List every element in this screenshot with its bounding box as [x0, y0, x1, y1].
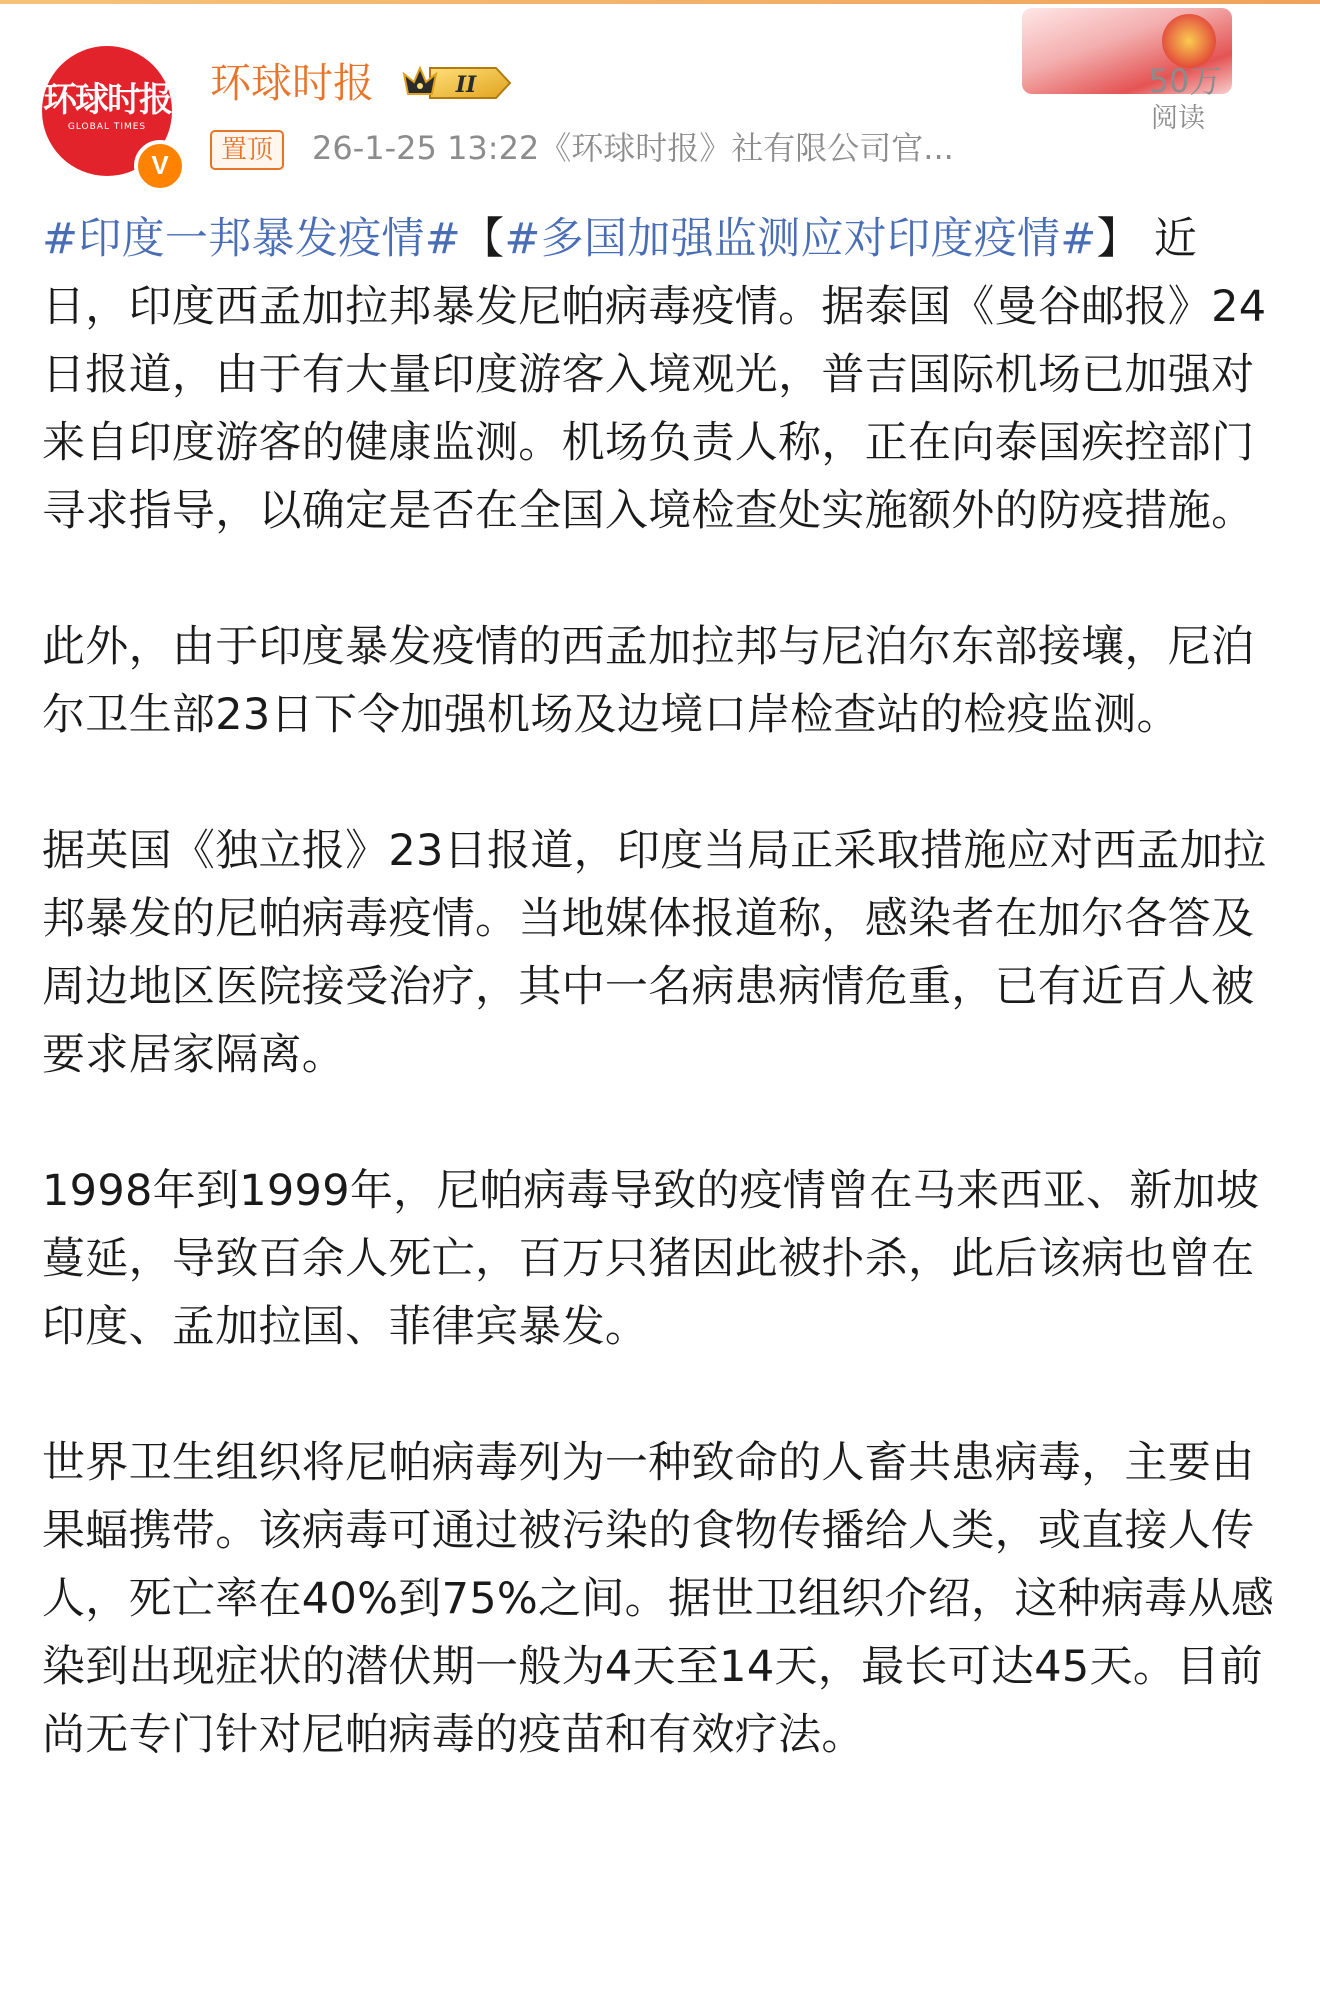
vip-level-label: II	[455, 72, 477, 98]
post-paragraph-3: 据英国《独立报》23日报道，印度当局正采取措施应对西孟加拉邦暴发的尼帕病毒疫情。当地媒体报道称，感染者在加尔各答及周边地区医院接受治疗，其中一名病患病情危重，已有近百人被要求居家隔离。	[42, 826, 1267, 1080]
post-paragraph-4: 1998年到1999年，尼帕病毒导致的疫情曾在马来西亚、新加坡蔓延，导致百余人死亡，百万只猪因此被扑杀，此后该病也曾在印度、孟加拉国、菲律宾暴发。	[42, 1166, 1260, 1352]
post-body	[42, 205, 1282, 1837]
bracket-open: 【	[461, 214, 505, 264]
logo-text: 环球时报	[43, 80, 171, 120]
logo-subtext: GLOBAL TIMES	[67, 122, 147, 132]
read-count: 50万	[1148, 62, 1222, 100]
read-label: 阅读	[1151, 103, 1205, 134]
post-paragraph-2: 此外，由于印度暴发疫情的西孟加拉邦与尼泊尔东部接壤，尼泊尔卫生部23日下令加强机场及边境口岸检查站的检疫监测。	[42, 622, 1255, 740]
top-accent-strip	[0, 0, 1320, 4]
verified-badge-icon: V	[134, 140, 186, 192]
account-name[interactable]: 环球时报	[210, 59, 374, 107]
paragraph-text: 近日，印度西孟加拉邦暴发尼帕病毒疫情。据泰国《曼谷邮报》24日报道，由于有大量印度游客入境观光，普吉国际机场已加强对来自印度游客的健康监测。机场负责人称，正在向泰国疾控部门寻求指导，以确定是否在全国入境检查处实施额外的防疫措施。	[42, 214, 1267, 536]
emblem-icon	[1162, 14, 1216, 68]
bracket-close: 】	[1096, 214, 1140, 264]
pinned-tag: 置顶	[210, 130, 284, 170]
post-paragraph-1	[42, 205, 1282, 545]
hashtag-link[interactable]: #多国加强监测应对印度疫情#	[504, 214, 1097, 264]
post-timestamp-source[interactable]: 26-1-25 13:22《环球时报》社有限公司官...	[312, 129, 954, 167]
avatar[interactable]	[42, 46, 172, 180]
hashtag-link[interactable]: #印度一邦暴发疫情#	[42, 214, 462, 264]
post-paragraph-5: 世界卫生组织将尼帕病毒列为一种致命的人畜共患病毒，主要由果蝠携带。该病毒可通过被污染的食物传播给人类，或直接人传人，死亡率在40%到75%之间。据世卫组织介绍，这种病毒从感染到出现症状的潜伏期一般为4天至14天，最长可达45天。目前尚无专门针对尼帕病毒的疫苗和有效疗法。	[42, 1438, 1275, 1760]
vip-crown-badge-icon[interactable]	[400, 62, 514, 104]
